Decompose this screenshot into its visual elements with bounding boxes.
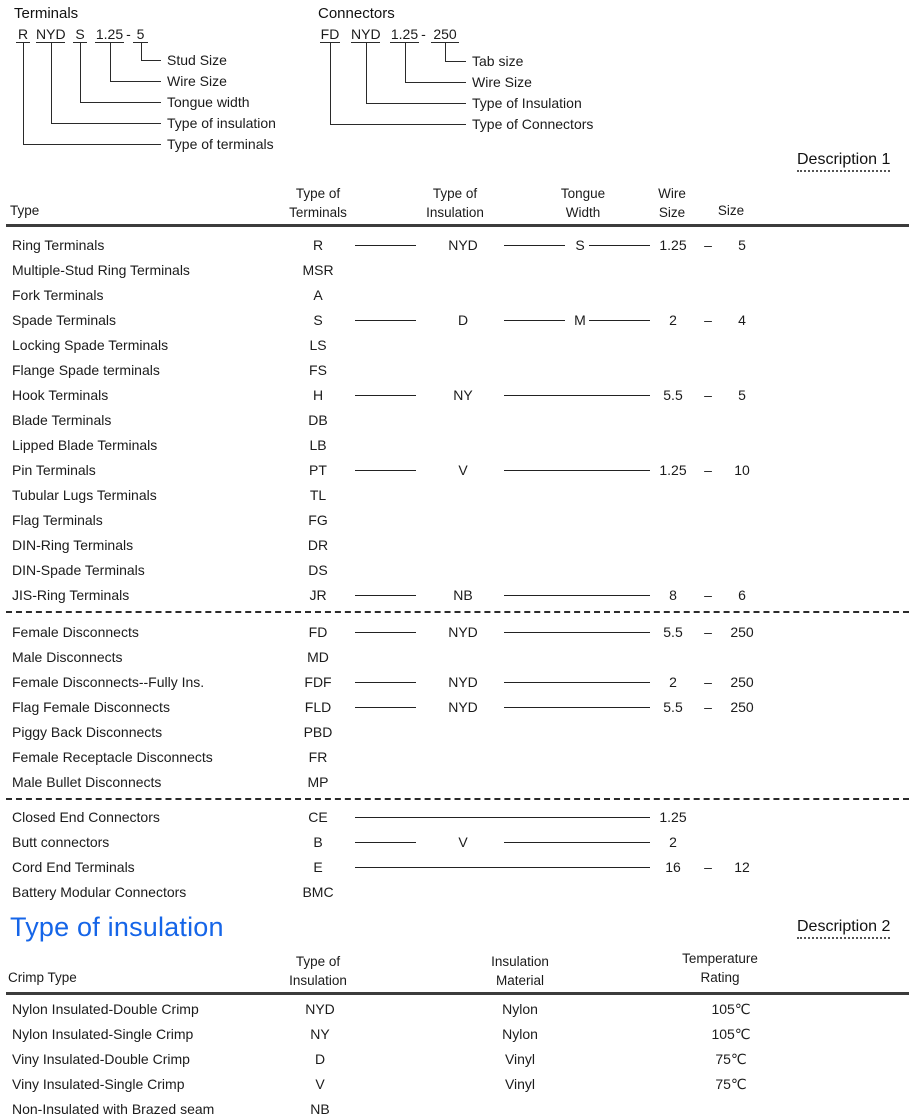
insulation-code-cell: NYD <box>448 237 478 253</box>
stud-size-cell: 10 <box>734 462 750 478</box>
row-connector-line <box>355 320 416 321</box>
terminal-code-cell: LS <box>309 337 327 353</box>
insulation-section-heading: Type of insulation <box>10 912 224 942</box>
table1-col-size: Size <box>717 203 745 218</box>
temperature-cell: 75℃ <box>715 1051 747 1067</box>
range-dash: – <box>704 312 712 328</box>
type-cell: Piggy Back Disconnects <box>12 724 163 740</box>
terminal-code-cell: TL <box>309 487 327 503</box>
type-cell: JIS-Ring Terminals <box>12 587 130 603</box>
type-cell: Male Bullet Disconnects <box>12 774 162 790</box>
table1-col-tongue-line2: Width <box>565 205 601 220</box>
table2-col-insulation-line1: Type of <box>295 954 341 969</box>
material-cell: Vinyl <box>504 1076 536 1092</box>
terminal-code-cell: FLD <box>304 699 332 715</box>
stud-size-cell: 5 <box>738 387 746 403</box>
wire-size-cell: 8 <box>669 587 677 603</box>
terminals-code-label: Type of terminals <box>167 136 274 152</box>
crimp-type-cell: Nylon Insulated-Single Crimp <box>12 1026 194 1042</box>
wire-size-cell: 1.25 <box>659 462 687 478</box>
table1-col-terminals-line1: Type of <box>295 186 341 201</box>
description-1-label: Description 1 <box>797 151 890 172</box>
terminals-connector-line <box>23 43 161 145</box>
type-cell: Female Receptacle Disconnects <box>12 749 213 765</box>
table2-col-material <box>478 952 562 990</box>
connectors-code-token: FD <box>320 26 340 42</box>
type-cell: Ring Terminals <box>12 237 105 253</box>
terminal-code-cell: A <box>313 287 323 303</box>
type-cell: Male Disconnects <box>12 649 123 665</box>
crimp-type-cell: Viny Insulated-Single Crimp <box>12 1076 185 1092</box>
terminals-code-label: Tongue width <box>167 94 250 110</box>
terminals-code-label: Stud Size <box>167 52 227 68</box>
terminals-code-token: NYD <box>36 26 66 42</box>
stud-size-cell: 250 <box>730 674 754 690</box>
table2-col-material-line1: Insulation <box>491 954 549 969</box>
terminals-code-label: Type of insulation <box>167 115 276 131</box>
row-connector-line <box>504 632 650 633</box>
row-connector-line <box>355 632 416 633</box>
connectors-code-label: Tab size <box>472 53 524 69</box>
tongue-width-cell: M <box>574 312 586 328</box>
stud-size-cell: 250 <box>730 624 754 640</box>
type-cell: Battery Modular Connectors <box>12 884 187 900</box>
terminals-diagram-title: Terminals <box>14 5 79 22</box>
insulation-code-cell: NY <box>453 387 473 403</box>
terminal-code-cell: H <box>312 387 324 403</box>
insulation-code-cell: D <box>457 312 469 328</box>
table1-col-terminals-line2: Terminals <box>289 205 347 220</box>
terminal-code-cell: JR <box>309 587 327 603</box>
stud-size-cell: 250 <box>730 699 754 715</box>
terminal-code-cell: LB <box>309 437 327 453</box>
tongue-width-cell: S <box>575 237 585 253</box>
terminals-code-label: Wire Size <box>167 73 227 89</box>
table1-col-insulation-line2: Insulation <box>426 205 484 220</box>
type-cell: DIN-Spade Terminals <box>12 562 145 578</box>
row-connector-line <box>504 395 650 396</box>
terminal-code-cell: PT <box>309 462 327 478</box>
range-dash: – <box>704 674 712 690</box>
terminals-code-token: 5 <box>133 27 148 43</box>
stud-size-cell: 4 <box>738 312 746 328</box>
terminals-code-token: - <box>126 26 131 42</box>
connectors-code-label: Wire Size <box>472 74 532 90</box>
row-connector-line <box>589 320 650 321</box>
insulation-code-cell: NB <box>453 587 473 603</box>
temperature-cell: 105℃ <box>711 1001 751 1017</box>
type-cell: Lipped Blade Terminals <box>12 437 158 453</box>
row-connector-line <box>355 245 416 246</box>
type-cell: Tubular Lugs Terminals <box>12 487 157 503</box>
table1-col-insulation-line1: Type of <box>432 186 478 201</box>
type-cell: Flag Terminals <box>12 512 103 528</box>
material-cell: Nylon <box>502 1026 538 1042</box>
description-2-wrap <box>797 918 890 936</box>
wire-size-cell: 5.5 <box>663 624 683 640</box>
insulation-code-cell: V <box>458 462 468 478</box>
type-cell: Female Disconnects <box>12 624 139 640</box>
row-connector-line <box>504 842 650 843</box>
table2-col-material-line2: Material <box>495 973 544 988</box>
table1-col-insulation <box>413 184 497 222</box>
connectors-code-token: 250 <box>431 27 459 43</box>
row-connector-line <box>355 817 650 818</box>
row-connector-line <box>355 595 416 596</box>
connectors-code-token: - <box>421 26 426 42</box>
section-separator-2 <box>6 798 909 800</box>
wire-size-cell: 5.5 <box>663 699 683 715</box>
type-cell: Locking Spade Terminals <box>12 337 169 353</box>
table1-col-wire-line2: Size <box>658 205 686 220</box>
row-connector-line <box>504 707 650 708</box>
table1-col-wire-line1: Wire <box>658 186 686 201</box>
table1-header-rule <box>6 224 909 227</box>
terminal-code-cell: B <box>313 834 323 850</box>
row-connector-line <box>504 245 565 246</box>
row-connector-line <box>355 395 416 396</box>
range-dash: – <box>704 237 712 253</box>
terminal-code-cell: DS <box>308 562 328 578</box>
terminal-code-cell: DR <box>307 537 329 553</box>
crimp-type-cell: Nylon Insulated-Double Crimp <box>12 1001 199 1017</box>
type-cell: Hook Terminals <box>12 387 109 403</box>
terminal-code-cell: CE <box>308 809 328 825</box>
terminal-code-cell: FD <box>308 624 328 640</box>
table2-header-rule <box>6 992 909 995</box>
description-1-wrap <box>797 151 890 169</box>
table2-col-crimp: Crimp Type <box>8 970 77 985</box>
connectors-code-token: NYD <box>351 26 381 42</box>
terminal-code-cell: BMC <box>302 884 334 900</box>
type-cell: Multiple-Stud Ring Terminals <box>12 262 190 278</box>
material-cell: Vinyl <box>504 1051 536 1067</box>
table2-col-temperature <box>676 949 764 987</box>
range-dash: – <box>704 387 712 403</box>
terminal-code-cell: FG <box>308 512 328 528</box>
table2-col-insulation-line2: Insulation <box>289 973 347 988</box>
insulation-code-cell: NY <box>310 1026 330 1042</box>
table2-col-insulation <box>276 952 360 990</box>
table2-col-temperature-line1: Temperature <box>682 951 758 966</box>
range-dash: – <box>704 587 712 603</box>
insulation-code-cell: V <box>458 834 468 850</box>
type-cell: Flag Female Disconnects <box>12 699 170 715</box>
row-connector-line <box>504 682 650 683</box>
table2-col-temperature-line2: Rating <box>700 970 740 985</box>
insulation-code-cell: NYD <box>448 699 478 715</box>
row-connector-line <box>504 470 650 471</box>
stud-size-cell: 6 <box>738 587 746 603</box>
terminal-code-cell: R <box>312 237 324 253</box>
connectors-code-token: 1.25 <box>390 26 419 42</box>
table1-col-tongue <box>541 184 625 222</box>
type-cell: Fork Terminals <box>12 287 104 303</box>
range-dash: – <box>704 859 712 875</box>
crimp-type-cell: Viny Insulated-Double Crimp <box>12 1051 190 1067</box>
table1-col-terminals <box>276 184 360 222</box>
row-connector-line <box>355 842 416 843</box>
range-dash: – <box>704 462 712 478</box>
wire-size-cell: 1.25 <box>659 237 687 253</box>
insulation-code-cell: NYD <box>305 1001 335 1017</box>
insulation-code-cell: NYD <box>448 624 478 640</box>
insulation-code-cell: NB <box>310 1101 330 1117</box>
terminal-code-cell: FS <box>309 362 327 378</box>
stud-size-cell: 12 <box>734 859 750 875</box>
terminal-code-cell: FR <box>308 749 328 765</box>
stud-size-cell: 5 <box>738 237 746 253</box>
insulation-code-cell: D <box>314 1051 326 1067</box>
wire-size-cell: 16 <box>665 859 681 875</box>
terminals-code-token: S <box>73 27 87 43</box>
row-connector-line <box>355 867 650 868</box>
range-dash: – <box>704 624 712 640</box>
type-cell: Pin Terminals <box>12 462 96 478</box>
terminal-code-cell: FDF <box>304 674 332 690</box>
terminal-code-cell: S <box>313 312 323 328</box>
range-dash: – <box>704 699 712 715</box>
terminal-code-cell: E <box>313 859 323 875</box>
description-2-label: Description 2 <box>797 918 890 939</box>
row-connector-line <box>504 595 650 596</box>
insulation-code-cell: V <box>315 1076 325 1092</box>
terminal-code-cell: MD <box>307 649 329 665</box>
wire-size-cell: 1.25 <box>659 809 687 825</box>
connectors-code-label: Type of Insulation <box>472 95 582 111</box>
connectors-connector-line <box>330 43 466 125</box>
terminal-code-cell: PBD <box>303 724 333 740</box>
terminal-code-cell: MP <box>307 774 329 790</box>
type-cell: Butt connectors <box>12 834 110 850</box>
row-connector-line <box>355 682 416 683</box>
temperature-cell: 75℃ <box>715 1076 747 1092</box>
type-cell: Female Disconnects--Fully Ins. <box>12 674 205 690</box>
wire-size-cell: 2 <box>669 674 677 690</box>
terminals-code-token: R <box>17 26 29 42</box>
terminals-code-token: 1.25 <box>95 26 124 42</box>
type-cell: Flange Spade terminals <box>12 362 160 378</box>
wire-size-cell: 5.5 <box>663 387 683 403</box>
table1-col-type: Type <box>10 203 40 218</box>
terminal-code-cell: MSR <box>302 262 334 278</box>
material-cell: Nylon <box>502 1001 538 1017</box>
crimp-type-cell: Non-Insulated with Brazed seam <box>12 1101 215 1117</box>
connectors-diagram-title: Connectors <box>318 5 395 22</box>
row-connector-line <box>355 707 416 708</box>
temperature-cell: 105℃ <box>711 1026 751 1042</box>
type-cell: DIN-Ring Terminals <box>12 537 134 553</box>
terminal-code-cell: DB <box>308 412 328 428</box>
section-separator-1 <box>6 611 909 613</box>
row-connector-line <box>589 245 650 246</box>
table1-col-tongue-line1: Tongue <box>560 186 606 201</box>
type-cell: Spade Terminals <box>12 312 117 328</box>
insulation-code-cell: NYD <box>448 674 478 690</box>
type-cell: Blade Terminals <box>12 412 112 428</box>
wire-size-cell: 2 <box>669 312 677 328</box>
wire-size-cell: 2 <box>669 834 677 850</box>
row-connector-line <box>504 320 565 321</box>
connectors-code-label: Type of Connectors <box>472 116 594 132</box>
type-cell: Closed End Connectors <box>12 809 160 825</box>
row-connector-line <box>355 470 416 471</box>
type-cell: Cord End Terminals <box>12 859 135 875</box>
